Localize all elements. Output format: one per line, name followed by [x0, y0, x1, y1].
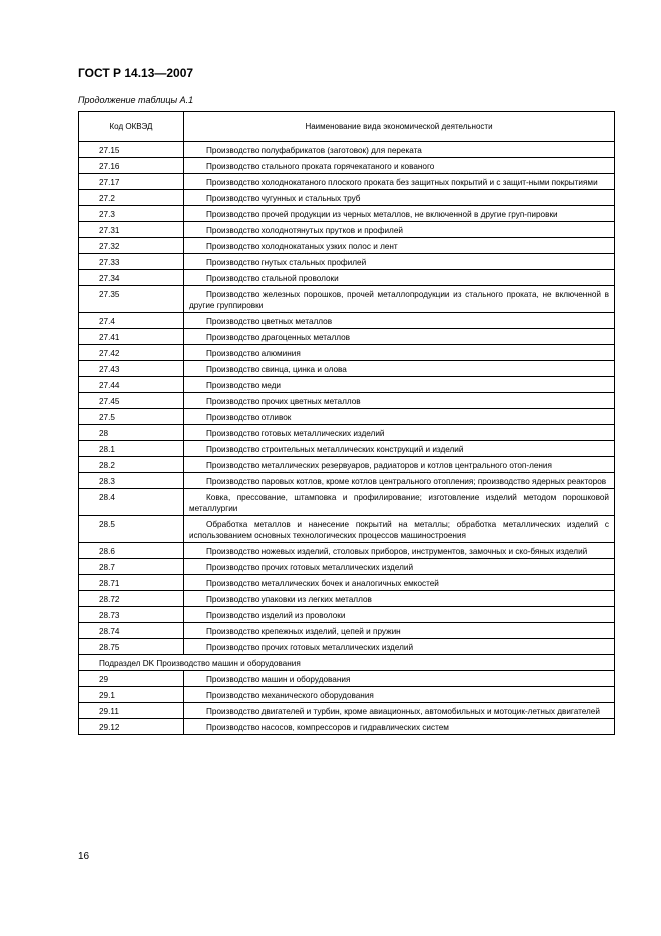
table-row [79, 393, 615, 409]
okved-code: 27.41 [79, 329, 184, 345]
table-section-row [79, 655, 615, 671]
okved-code: 27.33 [79, 254, 184, 270]
activity-name: Производство паровых котлов, кроме котлов центрального отопления; производство ядерных реакторов [184, 473, 615, 489]
okved-code: 27.3 [79, 206, 184, 222]
column-header-name: Наименование вида экономической деятельности [184, 112, 615, 142]
table-row [79, 639, 615, 655]
okved-code: 28.4 [79, 489, 184, 516]
activity-name: Производство алюминия [184, 345, 615, 361]
table-row [79, 441, 615, 457]
table-row [79, 377, 615, 393]
table-row [79, 425, 615, 441]
table-row [79, 409, 615, 425]
table-row [79, 254, 615, 270]
table-row [79, 575, 615, 591]
okved-code: 27.4 [79, 313, 184, 329]
okved-code: 27.2 [79, 190, 184, 206]
table-row [79, 703, 615, 719]
okved-code: 27.5 [79, 409, 184, 425]
table-row [79, 543, 615, 559]
okved-table [78, 111, 615, 735]
table-header-row [79, 112, 615, 142]
page-number: 16 [78, 851, 90, 862]
okved-code: 27.45 [79, 393, 184, 409]
activity-name: Производство готовых металлических изделий [184, 425, 615, 441]
okved-code: 28.1 [79, 441, 184, 457]
activity-name: Производство холоднокатаного плоского проката без защитных покрытий и с защит-ными покрытиями [184, 174, 615, 190]
okved-code: 27.43 [79, 361, 184, 377]
okved-code: 27.15 [79, 142, 184, 158]
activity-name: Производство изделий из проволоки [184, 607, 615, 623]
activity-name: Ковка, прессование, штамповка и профилирование; изготовление изделий методом порошковой металлургии [184, 489, 615, 516]
table-row [79, 591, 615, 607]
activity-name: Производство стальной проволоки [184, 270, 615, 286]
okved-code: 27.44 [79, 377, 184, 393]
table-body [79, 142, 615, 735]
activity-name: Производство металлических резервуаров, радиаторов и котлов центрального отоп-ления [184, 457, 615, 473]
activity-name: Производство свинца, цинка и олова [184, 361, 615, 377]
table-row [79, 516, 615, 543]
activity-name: Производство крепежных изделий, цепей и пружин [184, 623, 615, 639]
table-row [79, 457, 615, 473]
activity-name: Производство металлических бочек и аналогичных емкостей [184, 575, 615, 591]
activity-name: Производство железных порошков, прочей металлопродукции из стального проката, не включенной в другие группировки [184, 286, 615, 313]
table-row [79, 559, 615, 575]
okved-code: 29.1 [79, 687, 184, 703]
okved-table-container [78, 111, 614, 735]
activity-name: Производство отливок [184, 409, 615, 425]
okved-code: 27.31 [79, 222, 184, 238]
table-row [79, 473, 615, 489]
table-row [79, 190, 615, 206]
activity-name: Производство машин и оборудования [184, 671, 615, 687]
activity-name: Производство прочих готовых металлических изделий [184, 559, 615, 575]
activity-name: Производство холоднокатаных узких полос и лент [184, 238, 615, 254]
okved-code: 29.12 [79, 719, 184, 735]
activity-name: Производство прочих готовых металлических изделий [184, 639, 615, 655]
activity-name: Производство драгоценных металлов [184, 329, 615, 345]
okved-code: 27.34 [79, 270, 184, 286]
activity-name: Обработка металлов и нанесение покрытий на металлы; обработка металлических изделий с использованием основных технологических процессов машиностроения [184, 516, 615, 543]
activity-name: Производство прочих цветных металлов [184, 393, 615, 409]
table-row [79, 687, 615, 703]
okved-code: 27.16 [79, 158, 184, 174]
okved-code: 28.5 [79, 516, 184, 543]
activity-name: Производство насосов, компрессоров и гидравлических систем [184, 719, 615, 735]
activity-name: Производство строительных металлических конструкций и изделий [184, 441, 615, 457]
okved-code: 27.32 [79, 238, 184, 254]
table-row [79, 206, 615, 222]
table-row [79, 361, 615, 377]
okved-code: 28.72 [79, 591, 184, 607]
column-header-code: Код ОКВЭД [79, 112, 184, 142]
okved-code: 29 [79, 671, 184, 687]
okved-code: 27.35 [79, 286, 184, 313]
okved-code: 28.3 [79, 473, 184, 489]
table-row [79, 489, 615, 516]
okved-code: 27.42 [79, 345, 184, 361]
okved-code: 28.74 [79, 623, 184, 639]
table-row [79, 158, 615, 174]
okved-code: 28.71 [79, 575, 184, 591]
okved-code: 28.73 [79, 607, 184, 623]
table-row [79, 623, 615, 639]
activity-name: Производство гнутых стальных профилей [184, 254, 615, 270]
table-row [79, 313, 615, 329]
section-title: Подраздел DK Производство машин и оборудования [79, 655, 615, 671]
okved-code: 28.2 [79, 457, 184, 473]
table-row [79, 345, 615, 361]
activity-name: Производство стального проката горячекатаного и кованого [184, 158, 615, 174]
activity-name: Производство ножевых изделий, столовых приборов, инструментов, замочных и ско-бяных изделий [184, 543, 615, 559]
table-row [79, 142, 615, 158]
activity-name: Производство чугунных и стальных труб [184, 190, 615, 206]
table-row [79, 671, 615, 687]
activity-name: Производство прочей продукции из черных металлов, не включенной в другие груп-пировки [184, 206, 615, 222]
okved-code: 29.11 [79, 703, 184, 719]
activity-name: Производство полуфабрикатов (заготовок) для переката [184, 142, 615, 158]
okved-code: 28.6 [79, 543, 184, 559]
activity-name: Производство меди [184, 377, 615, 393]
table-caption: Продолжение таблицы А.1 [78, 95, 194, 105]
okved-code: 28.7 [79, 559, 184, 575]
okved-code: 28.75 [79, 639, 184, 655]
table-row [79, 174, 615, 190]
activity-name: Производство цветных металлов [184, 313, 615, 329]
activity-name: Производство холоднотянутых прутков и профилей [184, 222, 615, 238]
document-header: ГОСТ Р 14.13—2007 [78, 66, 194, 80]
table-row [79, 222, 615, 238]
activity-name: Производство механического оборудования [184, 687, 615, 703]
okved-code: 27.17 [79, 174, 184, 190]
activity-name: Производство упаковки из легких металлов [184, 591, 615, 607]
table-row [79, 286, 615, 313]
activity-name: Производство двигателей и турбин, кроме авиационных, автомобильных и мотоцик-летных двигателей [184, 703, 615, 719]
okved-code: 28 [79, 425, 184, 441]
table-row [79, 719, 615, 735]
table-row [79, 607, 615, 623]
table-row [79, 238, 615, 254]
table-row [79, 329, 615, 345]
table-row [79, 270, 615, 286]
